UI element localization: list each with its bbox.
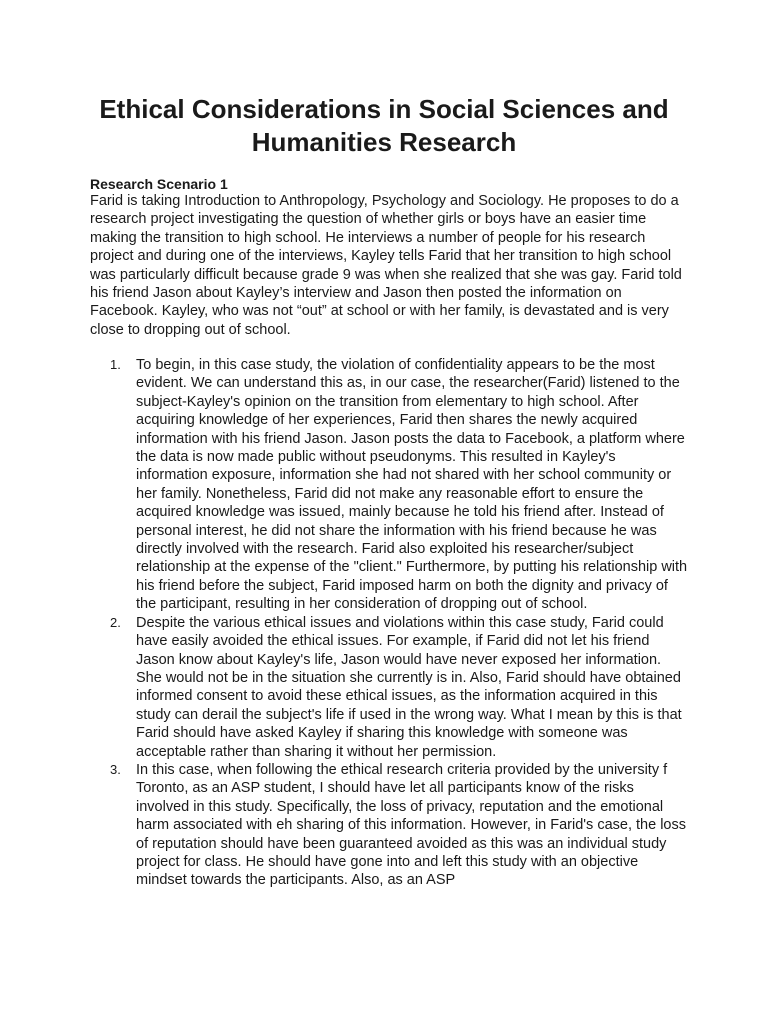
list-item-number: 1. <box>110 357 121 372</box>
list-item <box>90 356 690 614</box>
list-item-number: 2. <box>110 614 121 630</box>
list-item <box>90 761 690 890</box>
list-item-text: To begin, in this case study, the violation of confidentiality appears to be the most evident. We can understand this as, in our case, the researcher(Farid) listened to the subject-Kayley's opinion on the transition from elementary to high school. After acquiring knowledge of her experiences, Farid then shares the newly acquired information with his friend Jason. Jason posts the data to Facebook, a platform where the data is now made public without pseudonyms. This resulted in Kayley's information exposure, information she had not shared with her school community or her family. Nonetheless, Farid did not make any reasonable effort to ensure the acquired knowledge was issued, mainly because he told his friend after. Instead of personal interest, he did not share the information with his friend because he was directly involved with the research. Farid also exploited his researcher/subject relationship at the expense of the "client." Furthermore, by putting his relationship with his friend before the subject, Farid imposed harm on both the dignity and privacy of the participant, resulting in her consideration of dropping out of school. <box>136 357 688 613</box>
document-title: Ethical Considerations in Social Sciences and Humanities Research <box>99 94 669 157</box>
list-item-number: 3. <box>110 761 121 777</box>
list-item-text: Despite the various ethical issues and violations within this case study, Farid could have easily avoided the ethical issues. For example, if Farid did not let his friend Jason know about Kayley's life, Jason would have never exposed her information. She would not be in the situation she currently is in. Also, Farid should have obtained informed consent to avoid these ethical issues, as the information acquired in this study can derail the subject's life if used in the wrong way. What I mean by this is that Farid should have asked Kayley if sharing this knowledge with someone was acceptable rather than sharing it without her permission. <box>136 614 682 760</box>
list-item <box>90 614 690 761</box>
answers-list <box>90 356 690 890</box>
scenario-paragraph: Farid is taking Introduction to Anthropology, Psychology and Sociology. He proposes to do a research project investigating the question of whether girls or boys have an easier time making the transition to high school. He interviews a number of people for his research project and during one of the interviews, Kayley tells Farid that her transition to high school was particularly difficult because grade 9 was when she realized that she was gay. Farid told his friend Jason about Kayley’s interview and Jason then posted the information on Facebook. Kayley, who was not “out” at school or with her family, is devastated and is very close to dropping out of school. <box>90 193 682 338</box>
list-item-text: In this case, when following the ethical research criteria provided by the university f Toronto, as an ASP student, I should have let all participants know of the risks involved in this study. Specifically, the loss of privacy, reputation and the emotional harm associated with eh sharing of this information. However, in Farid's case, the loss of reputation should have been guaranteed avoided as this was an individual study project for class. He should have gone into and left this study with an objective mindset towards the participants. Also, as an ASP <box>136 761 686 889</box>
scenario-heading: Research Scenario 1 <box>90 176 228 192</box>
